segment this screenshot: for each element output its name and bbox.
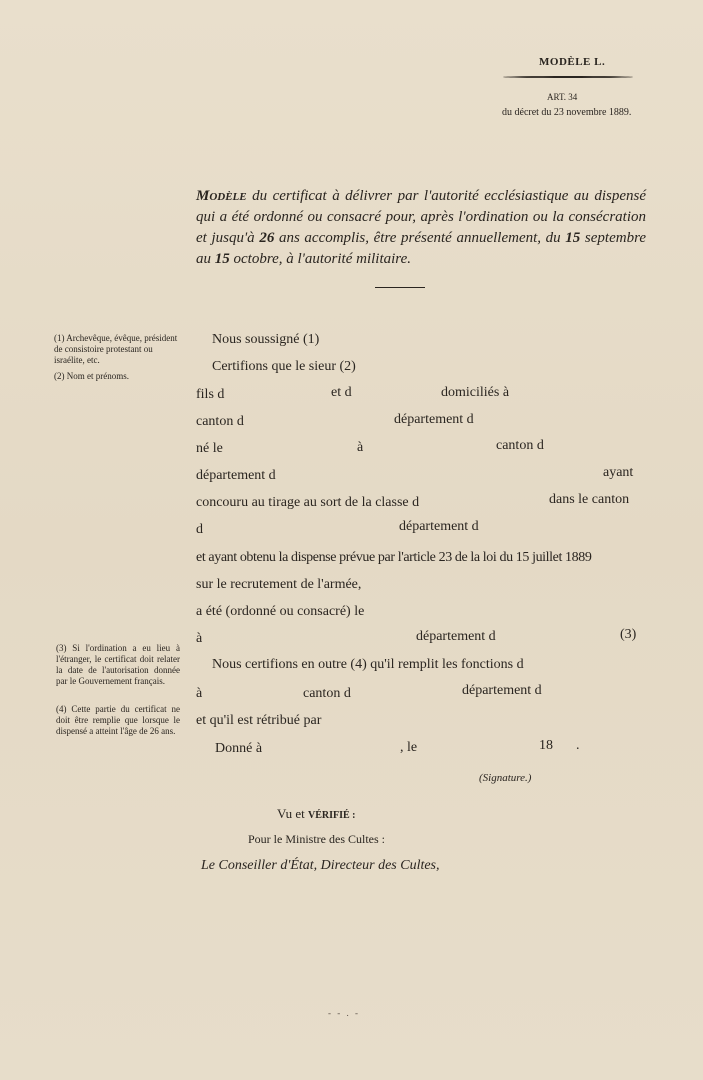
form-retribue: et qu'il est rétribué par	[196, 713, 322, 728]
form-fils: fils d	[196, 387, 225, 402]
title-lead: Modèle	[196, 188, 247, 204]
pour-ministre: Pour le Ministre des Cultes :	[248, 832, 385, 846]
form-departement: département d	[394, 412, 474, 427]
form-d: d	[196, 522, 203, 537]
margin-note-3: (3) Si l'ordination a eu lieu à l'étranger, le certificat doit relater la date de l'autorisation donnée par le Gouvernement français.	[56, 643, 180, 686]
form-a-3: à	[196, 686, 203, 701]
form-ordonne: a été (ordonné ou consacré) le	[196, 604, 365, 619]
margin-note-1: (1) Archevêque, évêque, président de consistoire protestant ou israélite, etc.	[54, 333, 178, 365]
title-divider	[375, 287, 425, 288]
decree-ref: du décret du 23 novembre 1889.	[502, 107, 632, 118]
form-et: et d	[331, 385, 352, 400]
form-concouru: concouru au tirage au sort de la classe d	[196, 495, 420, 510]
form-line-1: Nous soussigné (1)	[212, 332, 320, 347]
form-canton-2: canton d	[496, 438, 544, 453]
form-year: 18	[539, 738, 553, 753]
conseiller-etat: Le Conseiller d'État, Directeur des Cultes,	[201, 858, 440, 873]
form-certifions-outre: Nous certifions en outre (4) qu'il remplit les fonctions d	[212, 657, 524, 672]
document-title: Modèle du certificat à délivrer par l'autorité ecclésiastique au dispensé qui a été ordonné ou consacré pour, après l'ordination ou la consécration et jusqu'à 26 ans accomplis, être présenté annuellement, du 15 septembre au 15 octobre, à l'autorité militaire.	[196, 188, 647, 267]
form-dans-canton: dans le canton	[549, 492, 630, 507]
header-rule	[503, 76, 633, 78]
form-ne-le: né le	[196, 441, 223, 456]
model-label: MODÈLE L.	[539, 56, 606, 68]
form-departement-4: département d	[416, 629, 496, 644]
form-departement-2: département d	[196, 468, 276, 483]
signature-label: (Signature.)	[479, 772, 532, 784]
margin-note-4: (4) Cette partie du certificat ne doit être remplie que lorsque le dispensé a atteint l'âge de 26 ans.	[56, 704, 180, 736]
form-canton: canton d	[196, 414, 244, 429]
form-canton-3: canton d	[303, 686, 351, 701]
form-dispense: et ayant obtenu la dispense prévue par l'article 23 de la loi du 15 juillet 1889	[196, 550, 592, 565]
form-period: .	[576, 738, 580, 753]
article-ref: ART. 34	[547, 92, 578, 102]
form-donne-a: Donné à	[215, 741, 263, 756]
vu-et-verifie: Vu et VÉRIFIÉ :	[277, 806, 356, 821]
form-le: , le	[400, 740, 418, 755]
form-ayant: ayant	[603, 465, 634, 480]
bottom-mark: - - . -	[328, 1008, 360, 1018]
form-departement-3: département d	[399, 519, 479, 534]
form-a-2: à	[196, 631, 203, 646]
form-a: à	[357, 440, 364, 455]
form-line-2: Certifions que le sieur (2)	[212, 359, 356, 374]
form-departement-5: département d	[462, 683, 542, 698]
form-domicilies: domiciliés à	[441, 385, 510, 400]
margin-note-2: (2) Nom et prénoms.	[54, 371, 129, 381]
form-recrutement: sur le recrutement de l'armée,	[196, 577, 362, 592]
form-ref-3: (3)	[620, 627, 637, 642]
